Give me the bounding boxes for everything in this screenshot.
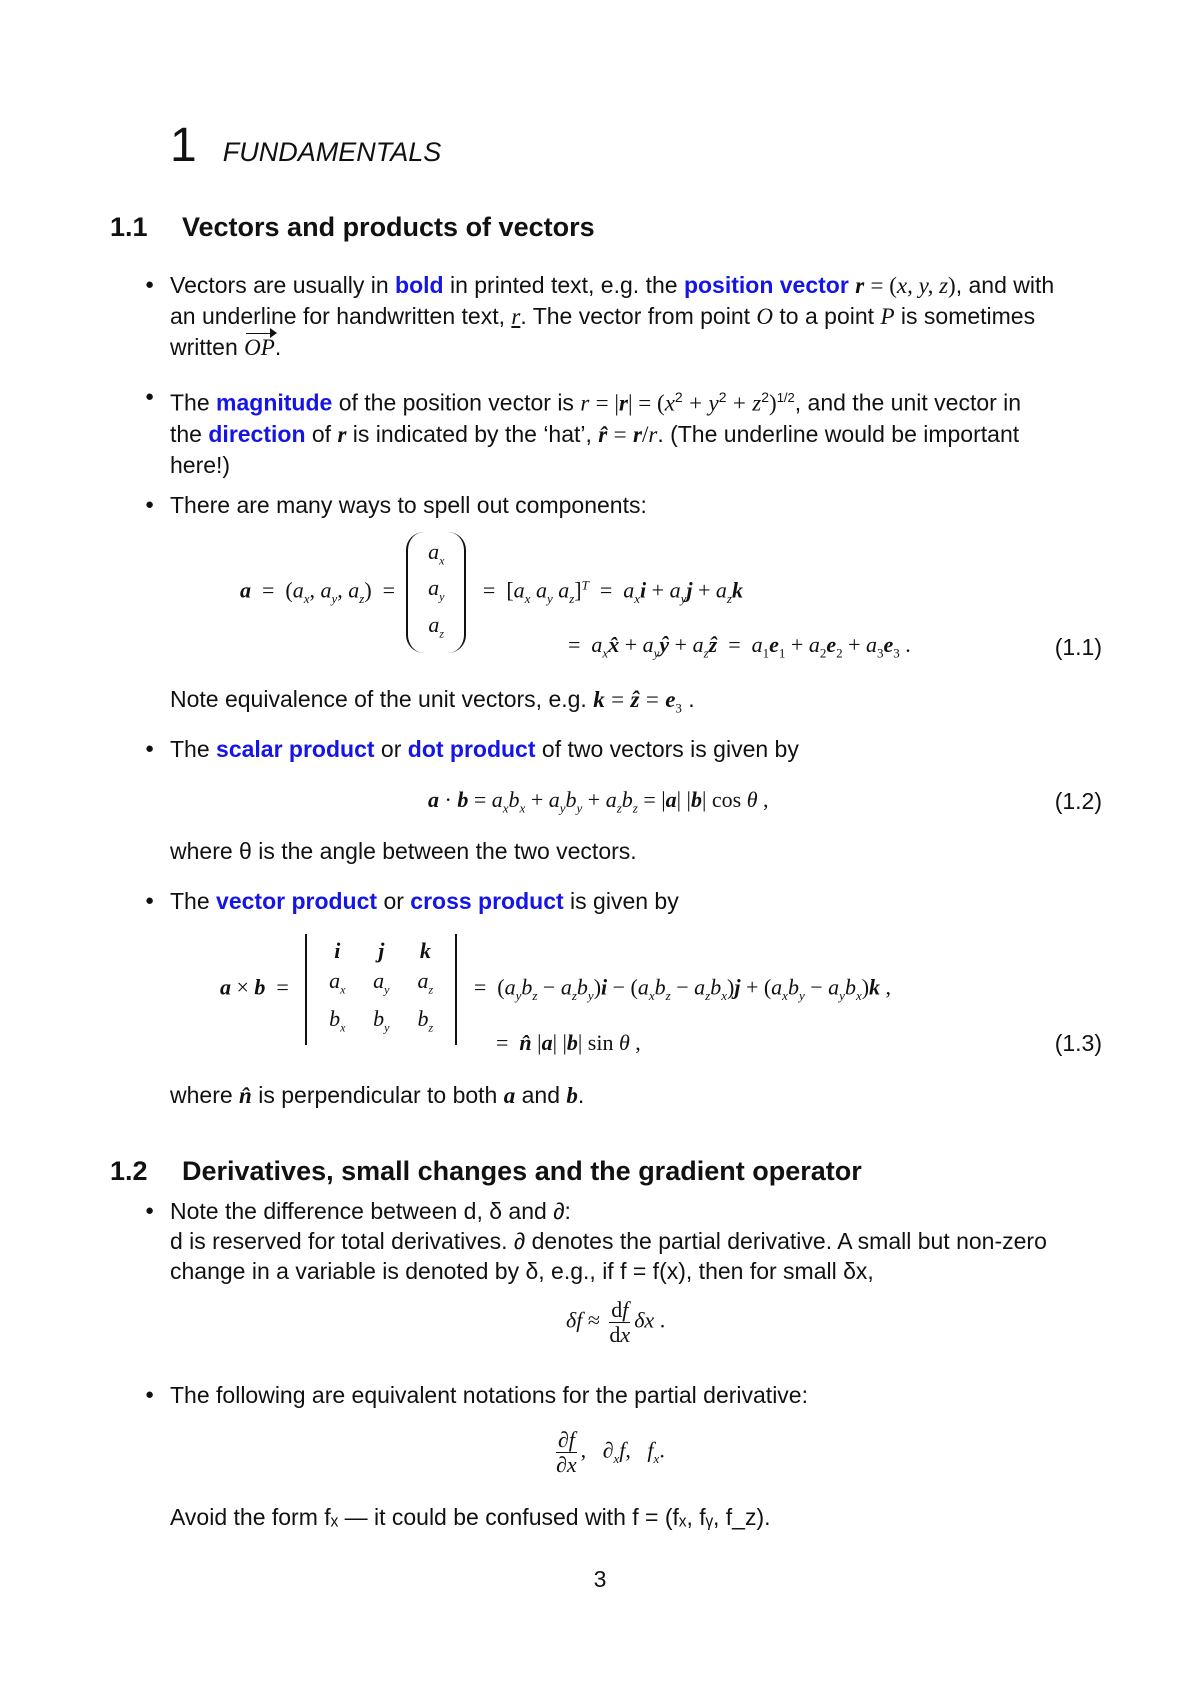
equation-number: (1.1) [1054, 634, 1102, 660]
bullet-marker: ● [145, 388, 155, 405]
equation-1-3-line2: = n̂ |a| |b| sin θ , [496, 1030, 641, 1055]
equation-1-3-line1: a × b = i j k $a_x$ $a_y$ $a_z$ $b_x$ $b_y$ $b_z$ = $(a_yb_z - a_zb_y)i - (a_xb_z - a_zb_x)j + (a_xb_y - a_yb_x)k$ , [220, 934, 891, 1045]
paragraph-where-theta: where θ is the angle between the two vectors. [170, 838, 637, 864]
paragraph-vector-product: The vector product or cross product is given by [170, 888, 679, 914]
section-title: Vectors and products of vectors [182, 212, 595, 242]
paragraph-scalar-product: The scalar product or dot product of two vectors is given by [170, 736, 799, 762]
section-heading-1-1 [110, 212, 595, 243]
section-title: Derivatives, small changes and the gradient operator [182, 1156, 862, 1186]
paragraph-partial-notations: The following are equivalent notations for the partial derivative: [170, 1382, 808, 1408]
equation-partial-notations: $\frac{\partial f}{\partial x}$ , $\partial_xf$, $f_x$. [556, 1427, 665, 1477]
chapter-number: 1 [170, 119, 197, 172]
column-vector: $a_x$ $a_y$ $a_z$ [406, 538, 466, 647]
page-number: 3 [593, 1566, 607, 1592]
section-number: 1.1 [110, 212, 148, 242]
equation-1-1-line2: = $a_xx̂$ + $a_yŷ$ + $a_zẑ = a_1e_1 + a_2e_2 + a_3e_3$ . [568, 632, 911, 661]
bullet-marker: ● [145, 892, 155, 909]
equation-number: (1.2) [1054, 788, 1102, 814]
determinant: i j k $a_x$ $a_y$ $a_z$ $b_x$ $b_y$ $b_z$ [305, 934, 457, 1045]
paragraph-avoid: Avoid the form fₓ — it could be confused with f = (fₓ, fᵧ, f_z). [170, 1504, 771, 1530]
paragraph-where-n: where n̂ is perpendicular to both a and b. [170, 1082, 585, 1108]
equation-small-change: δf ≈ $\frac{df}{dx}$ δx . [566, 1297, 666, 1347]
equation-1-1-line1: $a = (a_x$, $a_y$, $a_z$) = $a_x$ $a_y$ $a_z$ = [$a_x$ $a_y$ $a_z]^T = a_xi + a_yj + a_zk$ [240, 538, 743, 647]
paragraph-note-equivalence: Note equivalence of the unit vectors, e.g. k = ẑ = $e_3$ . [170, 686, 695, 716]
section-heading-1-2 [110, 1156, 862, 1187]
bullet-marker: ● [145, 276, 155, 293]
equation-1-2: $a \cdot b = a_xb_x + a_yb_y + a_zb_z = |a|$ |b| cos θ , [428, 787, 769, 816]
bullet-marker: ● [145, 1386, 155, 1403]
paragraph-derivatives: Note the difference between d, δ and ∂: d is reserved for total derivatives. ∂ denotes the partial derivative. A small but non-zero change in a variable is denoted by δ, e.g., if f = f(x), then for small δx, [170, 1198, 1047, 1284]
paragraph-vectors-bold: Vectors are usually in bold in printed text, e.g. the position vector r = (x, y, z), and with an underline for handwritten text, r. The vector from point O to a point P is sometimes written OP. [170, 270, 1100, 363]
paragraph-components: There are many ways to spell out components: [170, 492, 647, 518]
bullet-marker: ● [145, 740, 155, 757]
section-number: 1.2 [110, 1156, 148, 1186]
bullet-marker: ● [145, 1202, 155, 1219]
chapter-title: FUNDAMENTALS [222, 137, 442, 167]
equation-number: (1.3) [1054, 1030, 1102, 1056]
paragraph-magnitude: The magnitude of the position vector is $r = |r| = (x^2 + y^2 + z^2)^{1/2}$, and the unit vector in the direction of r is indicated by the ‘hat’, r̂ = r/r. (The underline would be important here!) [170, 389, 1022, 478]
chapter-heading [170, 118, 441, 173]
bullet-marker: ● [145, 496, 155, 513]
